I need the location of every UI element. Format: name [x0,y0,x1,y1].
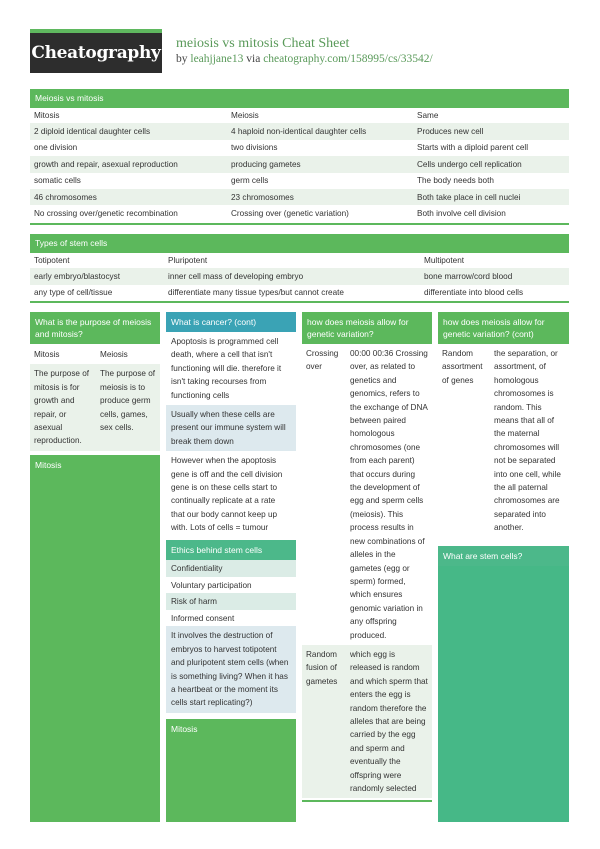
byline [176,53,433,65]
table-row [30,205,569,221]
purpose-mitosis-head: Mitosis [34,350,60,359]
table-cell: Pluripotent [168,255,208,265]
random-assortment-label: Random assortment of genes [442,349,483,385]
random-fusion-text: which egg is released is random and which sperm that enters the egg is random therefore the alleles that are being carried by the egg and sperm and eventually the offspring were randomly selected [350,649,428,793]
mitosis-heading: Mitosis [30,455,160,475]
mitosis-box [30,455,160,822]
ethics-box [166,540,296,713]
ethics-para: It involves the destruction of embryos to harvest totipotent and pluripotent stem cells (when is something living? When it has a heartbeat or the moment its cells start replicating?) [166,626,296,712]
variation-cont-heading: how does meiosis allow for genetic variation? (cont) [438,312,569,344]
cancer-box [166,312,296,538]
table-divider [30,223,569,225]
table-row [30,140,569,156]
table-cell: Produces new cell [417,127,484,137]
table-cell: somatic cells [34,176,81,186]
table-cell: Crossing over (genetic variation) [231,209,349,219]
table-cell: No crossing over/genetic recombination [34,209,178,219]
table-cell: 2 diploid identical daughter cells [34,127,151,137]
stem-cells-heading: What are stem cells? [438,546,569,566]
table-row [30,252,569,268]
purpose-meiosis-head: Meiosis [100,350,128,359]
table-cell: Starts with a diploid parent cell [417,143,529,153]
by-label: by [176,53,188,65]
stem-cell-types-table [30,252,569,301]
random-fusion-label: Random fusion of gametes [306,649,338,686]
purpose-mitosis-text: The purpose of mitosis is for growth and repair, or asexual reproduction. [34,369,90,446]
table-cell: any type of cell/tissue [34,288,113,298]
table-cell: Meiosis [231,110,259,120]
variation-cont-box [438,312,569,538]
table-cell: Cells undergo cell replication [417,159,522,169]
table-cell: two divisions [231,143,278,153]
purpose-meiosis-text: The purpose of meiosis is to produce germ cells, games, sex cells. [100,369,156,433]
table-cell: one division [34,143,78,153]
crossing-over-text: 00:00 00:36 Crossing over, as related to genetics and genomics, refers to the exchange of DNA between paired homologous chromosomes (one from each parent) that occurs during the development of egg and sperm cells (meiosis). This process results in new combinations of alleles in the gametes (egg or sperm) formed, which ensures genomic variation in any offspring produced. [350,349,428,640]
ethics-item: Informed consent [171,613,235,623]
table-cell: early embryo/blastocyst [34,272,121,282]
ethics-item: Confidentiality [166,560,296,577]
stem-cells-box [438,546,569,822]
table-cell: Both involve cell division [417,209,506,219]
mitosis-heading-2: Mitosis [166,719,296,739]
table-row [30,107,569,123]
table-cell: differentiate many tissue types/but cannot create [168,288,344,298]
table-cell: Totipotent [34,255,70,265]
table-row [30,173,569,189]
meiosis-vs-mitosis-table [30,107,569,222]
via-label: via [246,53,261,65]
table-cell: germ cells [231,176,269,186]
table-cell: 23 chromosomes [231,192,294,202]
table-cell: Same [417,110,439,120]
table-cell: The body needs both [417,176,494,186]
table-cell: differentiate into blood cells [424,288,524,298]
ethics-heading: Ethics behind stem cells [166,540,296,560]
cancer-para-3: However when the apoptosis gene is off and the cell division gene is on these cells start to continually replicate at a rate that our body cannot keep up with. Lots of cells = tumour [171,456,283,533]
table-cell: Mitosis [34,110,60,120]
cancer-para-2: Usually when these cells are present our immune system will break them down [166,405,296,451]
table-cell: producing gametes [231,159,301,169]
crossing-over-label: Crossing over [306,349,339,372]
random-assortment-text: the separation, or assortment, of homologous chromosomes is random. This means that all of the maternal chromosomes will not be separated into one cell, while the all paternal chromosomes are separated into another. [494,349,561,533]
table-cell: 46 chromosomes [34,192,97,202]
variation-heading: how does meiosis allow for genetic variation? [302,312,432,344]
table-row [30,285,569,301]
variation-box [302,312,432,802]
table-cell: Both take place in cell nuclei [417,192,521,202]
cancer-para-1: Apoptosis is programmed cell death, where a cell that isn't functioning will die. therefore it isn't taking recourses from functioning cells [171,337,282,400]
mitosis-box-2 [166,719,296,822]
purpose-heading: What is the purpose of meiosis and mitosis? [30,312,160,344]
table-cell: inner cell mass of developing embryo [168,272,304,282]
table-row [30,123,569,139]
table-row [30,189,569,205]
table-row [30,156,569,172]
table-divider [30,301,569,303]
table-cell: bone marrow/cord blood [424,272,513,282]
table-cell: 4 haploid non-identical daughter cells [231,127,367,137]
ethics-item: Voluntary participation [171,580,252,590]
table-cell: Multipotent [424,255,465,265]
meiosis-vs-mitosis-heading: Meiosis vs mitosis [30,89,569,108]
table-cell: growth and repair, asexual reproduction [34,159,178,169]
purpose-box [30,312,160,451]
cheatography-logo[interactable]: Cheatography [30,29,162,73]
stem-cell-types-heading: Types of stem cells [30,234,569,253]
table-row [30,268,569,284]
sheet-url-link[interactable]: cheatography.com/158995/cs/33542/ [263,53,433,65]
author-link[interactable]: leahjjane13 [190,53,244,65]
cancer-heading: What is cancer? (cont) [166,312,296,332]
page-title: meiosis vs mitosis Cheat Sheet [176,36,350,51]
ethics-item: Risk of harm [166,593,296,610]
variation-divider [302,800,432,802]
